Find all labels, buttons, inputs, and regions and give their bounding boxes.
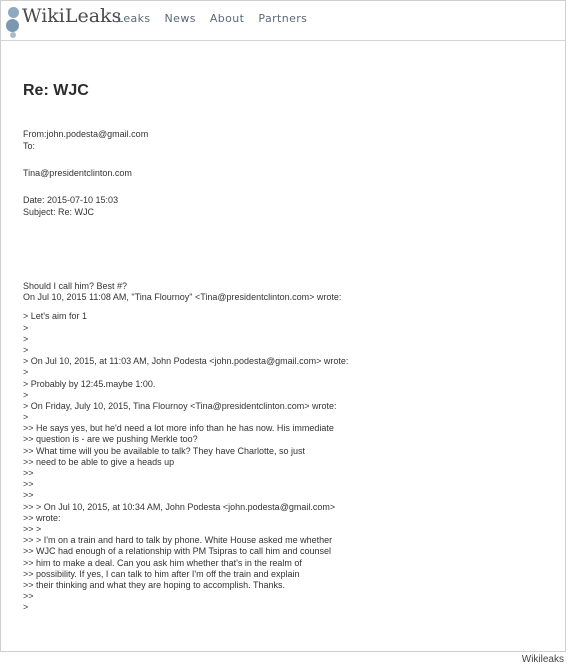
- nav-about[interactable]: About: [209, 12, 245, 25]
- body-line: >>: [23, 479, 34, 490]
- image-credit: Wikileaks: [521, 654, 564, 665]
- body-line: >>: [23, 490, 34, 501]
- body-line: > On Jul 10, 2015, at 11:03 AM, John Podesta <john.podesta@gmail.com> wrote:: [23, 356, 349, 367]
- site-header: [1, 1, 565, 41]
- nav-leaks[interactable]: Leaks: [117, 12, 151, 25]
- body-line: >> He says yes, but he'd need a lot more info than he has now. His immediate: [23, 423, 334, 434]
- email-to-address: Tina@presidentclinton.com: [23, 168, 132, 178]
- body-line: >> wrote:: [23, 512, 61, 523]
- body-line: >: [23, 367, 29, 378]
- body-line: >>: [23, 591, 34, 602]
- body-line: >> question is - are we pushing Merkle too?: [23, 434, 198, 445]
- body-line: On Jul 10, 2015 11:08 AM, "Tina Flournoy" <Tina@presidentclinton.com> wrote:: [23, 292, 342, 303]
- body-line: >: [23, 389, 29, 400]
- email-to-label: To:: [23, 141, 36, 151]
- body-line: >: [23, 412, 29, 423]
- body-line: >: [23, 344, 29, 355]
- nav-partners[interactable]: Partners: [258, 12, 308, 25]
- body-spacer: [23, 303, 543, 311]
- body-line: > On Friday, July 10, 2015, Tina Flournoy <Tina@presidentclinton.com> wrote:: [23, 400, 337, 411]
- email-title: Re: WJC: [23, 82, 89, 99]
- body-line: >: [23, 602, 29, 613]
- body-line: >>: [23, 468, 34, 478]
- body-line: >> > I'm on a train and hard to talk by phone. White House asked me whether: [23, 535, 333, 546]
- nav-news[interactable]: News: [164, 12, 196, 25]
- email-subject: Subject: Re: WJC: [23, 207, 95, 217]
- body-line: >> need to be able to give a heads up: [23, 456, 175, 467]
- email-body: [23, 281, 543, 613]
- email-from: From:john.podesta@gmail.com: [23, 129, 149, 139]
- email-date: Date: 2015-07-10 15:03: [23, 195, 119, 205]
- body-line: >> him to make a deal. Can you ask him whether that's in the realm of: [23, 557, 302, 568]
- main-nav: [117, 12, 307, 25]
- body-line: >> their thinking and what they are hoping to accomplish. Thanks.: [23, 579, 285, 590]
- body-line: >> > On Jul 10, 2015, at 10:34 AM, John Podesta <john.podesta@gmail.com>: [23, 501, 336, 512]
- body-line: Should I call him? Best #?: [23, 281, 128, 291]
- body-line: >> WJC had enough of a relationship with PM Tsipras to call him and counsel: [23, 546, 331, 557]
- body-line: > Let's aim for 1: [23, 311, 87, 322]
- hourglass-logo-icon: [6, 5, 20, 37]
- wikileaks-logo[interactable]: [6, 1, 121, 39]
- logo-text: WikiLeaks: [22, 5, 122, 27]
- body-line: >> >: [23, 523, 42, 534]
- body-line: >> possibility. If yes, I can talk to him after I'm off the train and explain: [23, 568, 300, 579]
- body-line: > Probably by 12:45.maybe 1:00.: [23, 378, 156, 389]
- body-line: >> What time will you be available to talk? They have Charlotte, so just: [23, 445, 305, 456]
- body-line: >: [23, 322, 29, 333]
- body-line: >: [23, 333, 29, 344]
